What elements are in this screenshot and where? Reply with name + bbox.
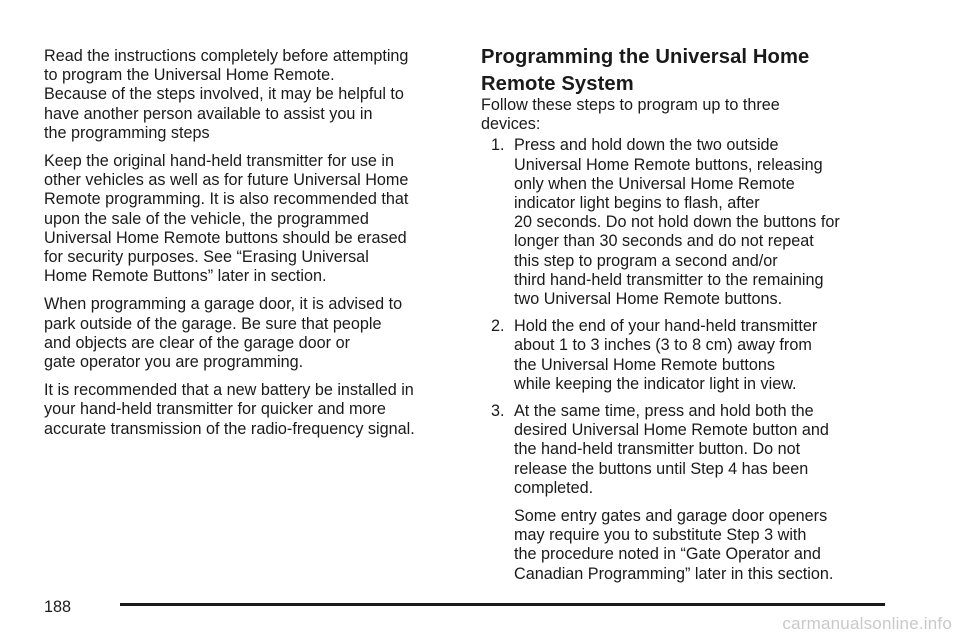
paragraph-garage-door-advice: When programming a garage door, it is advised to park outside of the garage. Be sure that people and objects are clear of the garage door or gate operator you are programming. [44,295,403,372]
paragraph-battery-recommendation: It is recommended that a new battery be installed in your hand-held transmitter for quicker and more accurate transmission of the radio-frequency signal. [44,381,415,438]
step-item [481,136,901,309]
step-text: Hold the end of your hand-held transmitter about 1 to 3 inches (3 to 8 cm) away from the Universal Home Remote buttons while keeping the indicator light in view. [514,317,818,393]
right-column [481,44,901,584]
section-heading [481,44,901,98]
step-item [481,317,901,394]
step-text: Press and hold down the two outside Universal Home Remote buttons, releasing only when the Universal Home Remote indicator light begins to flash, after 20 seconds. Do not hold down the buttons for longer than 30 seconds and do not repeat this step to program a second and/or third hand-held transmitter to the remaining two Universal Home Remote buttons. [514,136,840,309]
left-column [44,47,452,439]
steps-intro: Follow these steps to program up to three devices: [481,96,780,134]
section-heading-line2: Remote System [481,73,634,95]
step-item [481,402,901,498]
steps-list [481,136,901,498]
page-number: 188 [44,598,72,616]
step-text: At the same time, press and hold both the desired Universal Home Remote button and the hand-held transmitter button. Do not release the buttons until Step 4 has been completed. [514,402,829,497]
step-number: 2. [491,317,505,336]
section-heading-line1: Programming the Universal Home [481,46,810,68]
paragraph-instructions: Read the instructions completely before attempting to program the Universal Home Remote. Because of the steps involved, it may be helpful to have another person available to assist you in the programming steps [44,47,409,142]
paragraph-keep-transmitter: Keep the original hand-held transmitter for use in other vehicles as well as for future Universal Home Remote programming. It is also recommended that upon the sale of the vehicle, the programmed Universal Home Remote buttons should be erased for security purposes. See “Erasing Universal Home Remote Buttons” later in section. [44,152,409,286]
footer-divider [120,603,885,606]
step-note: Some entry gates and garage door openers may require you to substitute Step 3 with the procedure noted in “Gate Operator and Canadian Programming” later in this section. [514,507,834,583]
step-number: 1. [491,136,505,155]
watermark: carmanualsonline.info [782,614,952,633]
step-number: 3. [491,402,505,421]
